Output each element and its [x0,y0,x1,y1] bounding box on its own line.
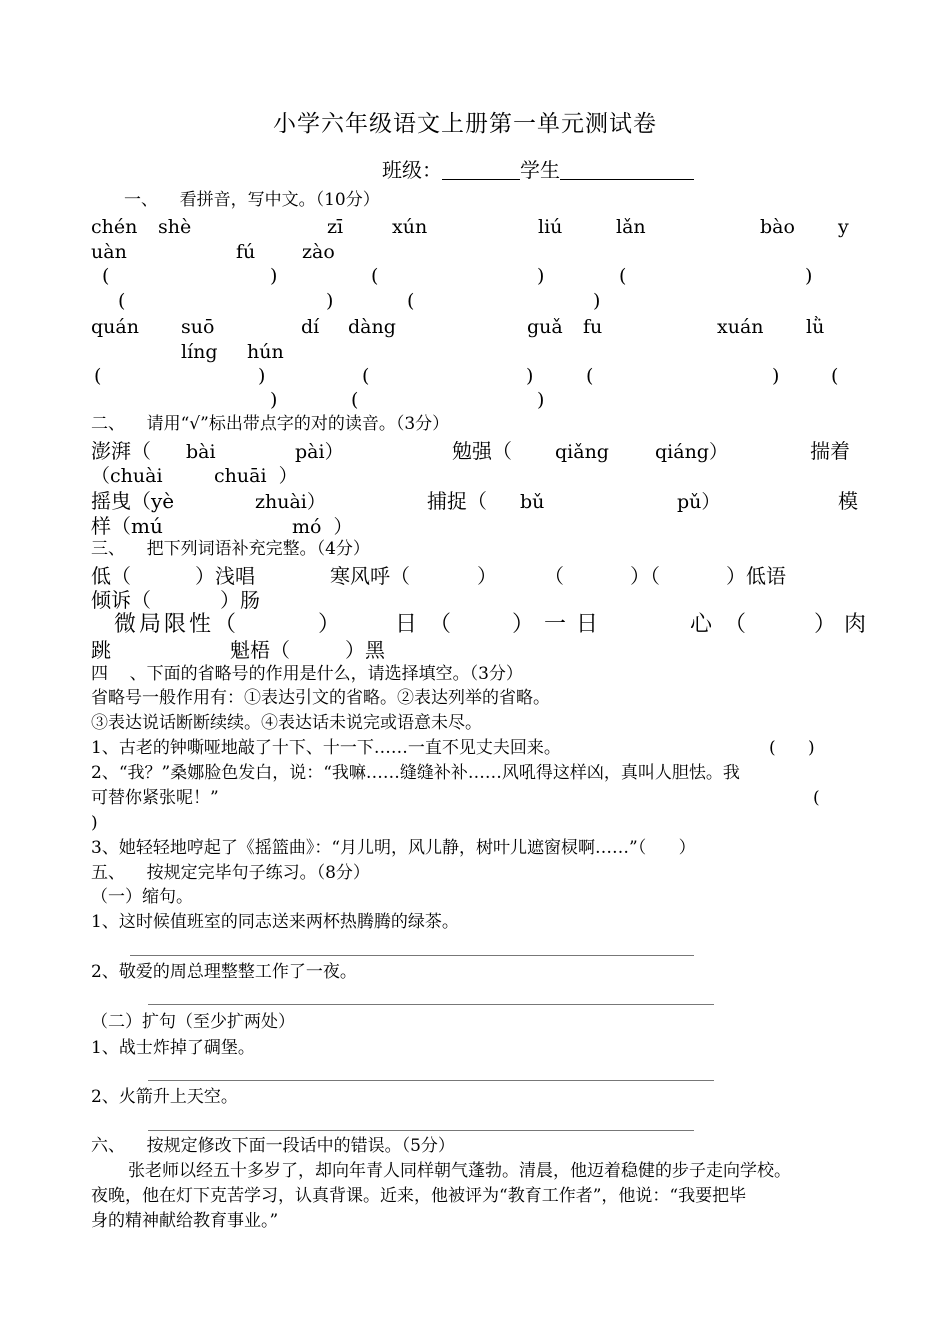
fill-word: 跳 [91,638,111,662]
class-label: 班级： [382,158,442,182]
fill-word: 寒风呼（ [330,564,410,588]
fill-word: 微局限性（ [114,612,240,637]
answer-line[interactable] [148,1004,714,1005]
answer-paren-close: ) [537,265,545,287]
answer-line[interactable] [148,1080,714,1081]
question: 2、火箭升上天空。 [91,1087,238,1107]
pinyin: chén [91,216,138,238]
pinyin: liú [538,216,563,238]
paragraph-line: 张老师以经五十多岁了，却向年青人同样朝气蓬勃。清晨，他迈着稳健的步子走向学校。 [128,1161,791,1181]
section-3-heading: 三、 把下列词语补充完整。（4分） [91,539,370,559]
paragraph-line: 身的精神献给教育事业。” [91,1211,279,1231]
answer-paren-close: ) [270,265,278,287]
answer-paren-close: ) [270,389,278,411]
pinyin: zào [302,241,335,263]
fill-word: 日（ [395,612,464,637]
answer-paren-close: ) [326,290,334,312]
reading-option[interactable]: zhuài） [255,491,326,513]
reading-option[interactable]: （chuài [91,465,163,487]
word-buzhuo: 捕捉（ [427,489,487,513]
fill-word: ）（ [630,564,660,588]
word-muyang: 模 [838,489,858,513]
question: 可替你紧张呢！” [91,788,219,808]
fill-word: ）肉 [814,612,875,637]
subheading: （一）缩句。 [91,887,193,907]
reading-option[interactable]: bài [186,441,216,463]
answer-paren-close: ) [537,389,545,411]
answer-paren[interactable]: ( ) [769,738,815,758]
pinyin: shè [158,216,192,238]
pinyin: fú [236,241,256,263]
reading-option[interactable]: qiáng） [655,441,728,463]
reading-option[interactable]: pài） [295,441,344,463]
pinyin: uàn [91,241,127,263]
word-yaoye: 摇曳（yè [91,489,175,513]
fill-word: ）一日 [512,612,609,637]
fill-word: 心（ [690,612,759,637]
word-muyang-cont: 样（mú [91,514,163,538]
word-chuaizhe: 揣着 [810,439,850,463]
fill-word: 倾诉（ [91,588,151,612]
answer-paren: ) [91,813,98,833]
answer-paren-open[interactable]: ( [118,290,126,312]
fill-word: 低（ [91,564,131,588]
question: 2、“我？”桑娜脸色发白，说：“我嘛……缝缝补补……风吼得这样凶，真叫人胆怯。我 [91,763,740,783]
pinyin: y [838,216,849,238]
section-2-heading: 二、 请用“√”标出带点字的对的读音。（3分） [91,414,450,434]
pinyin: líng [181,341,218,363]
pinyin: xún [392,216,428,238]
reading-option[interactable]: bǔ [520,491,545,513]
pinyin: guǎ [527,316,563,338]
reading-option[interactable]: qiǎng [555,441,609,463]
fill-word: ）浅唱 [195,564,255,588]
answer-paren-open[interactable]: ( [407,290,415,312]
pinyin: xuán [717,316,764,338]
question: 1、这时候值班室的同志送来两杯热腾腾的绿茶。 [91,912,459,932]
answer-paren-close: ) [772,365,780,387]
pinyin: dàng [348,316,396,338]
reading-option[interactable]: chuāi ） [214,465,298,487]
section-6-heading: 六、 按规定修改下面一段话中的错误。（5分） [91,1136,455,1156]
answer-paren-open[interactable]: ( [619,265,627,287]
page-title: 小学六年级语文上册第一单元测试卷 [273,111,657,137]
fill-word: 魁梧（ [230,638,290,662]
answer-paren-open[interactable]: ( [371,265,379,287]
ellipsis-intro: ③表达说话断断续续。④表达话未说完或语意未尽。 [91,713,482,733]
word-mianqiang: 勉强（ [452,439,512,463]
answer-line[interactable] [148,1130,694,1131]
pinyin: zī [327,216,344,238]
pinyin: fu [583,316,603,338]
answer-paren-open[interactable]: ( [94,365,102,387]
pinyin: bào [760,216,795,238]
pinyin: quán [91,316,139,338]
reading-option[interactable]: mó ） [292,516,353,538]
fill-word: ） [318,612,341,637]
answer-paren-open[interactable]: ( [102,265,110,287]
subheading: （二）扩句（至少扩两处） [91,1012,295,1032]
class-blank[interactable] [442,159,520,180]
answer-line[interactable] [130,955,694,956]
pinyin: lǎn [616,216,646,238]
pinyin: lǜ [806,316,825,338]
answer-paren-open[interactable]: ( [362,365,370,387]
answer-paren-open[interactable]: ( [831,365,839,387]
section-4-heading: 四 、下面的省略号的作用是什么，请选择填空。（3分） [91,664,523,684]
answer-paren[interactable]: ( [813,788,820,808]
answer-paren-open[interactable]: ( [586,365,594,387]
answer-paren-close: ) [593,290,601,312]
student-label: 学生 [520,158,560,182]
word-penpai: 澎湃（ [91,439,151,463]
fill-word: ） [477,564,497,588]
answer-paren-close: ) [805,265,813,287]
answer-paren-open[interactable]: ( [351,389,359,411]
answer-paren-close: ) [526,365,534,387]
pinyin: suō [181,316,215,338]
fill-word: （ [544,564,564,588]
reading-option[interactable]: pǔ） [677,491,721,513]
fill-word: ）低语 [726,564,786,588]
question: 3、她轻轻地哼起了《摇篮曲》：“月儿明，风儿静，树叶儿遮窗棂啊……”（ ） [91,838,696,858]
question: 1、战士炸掉了碉堡。 [91,1038,255,1058]
section-5-heading: 五、 按规定完毕句子练习。（8分） [91,863,370,883]
answer-paren-close: ) [258,365,266,387]
paragraph-line: 夜晚，他在灯下克苦学习，认真背课。近来，他被评为“教育工作者”，他说：“我要把毕 [91,1186,747,1206]
class-student-line [382,159,694,180]
ellipsis-intro: 省略号一般作用有：①表达引文的省略。②表达列举的省略。 [91,688,550,708]
section-1-heading: 一、 看拼音，写中文。（10分） [124,190,380,210]
question: 1、古老的钟嘶哑地敲了十下、十一下……一直不见丈夫回来。 [91,738,561,758]
student-blank[interactable] [560,159,694,180]
question: 2、敬爱的周总理整整工作了一夜。 [91,962,357,982]
fill-word: ）肠 [220,588,260,612]
pinyin: dí [301,316,320,338]
fill-word: ）黑 [345,638,385,662]
pinyin: hún [247,341,284,363]
